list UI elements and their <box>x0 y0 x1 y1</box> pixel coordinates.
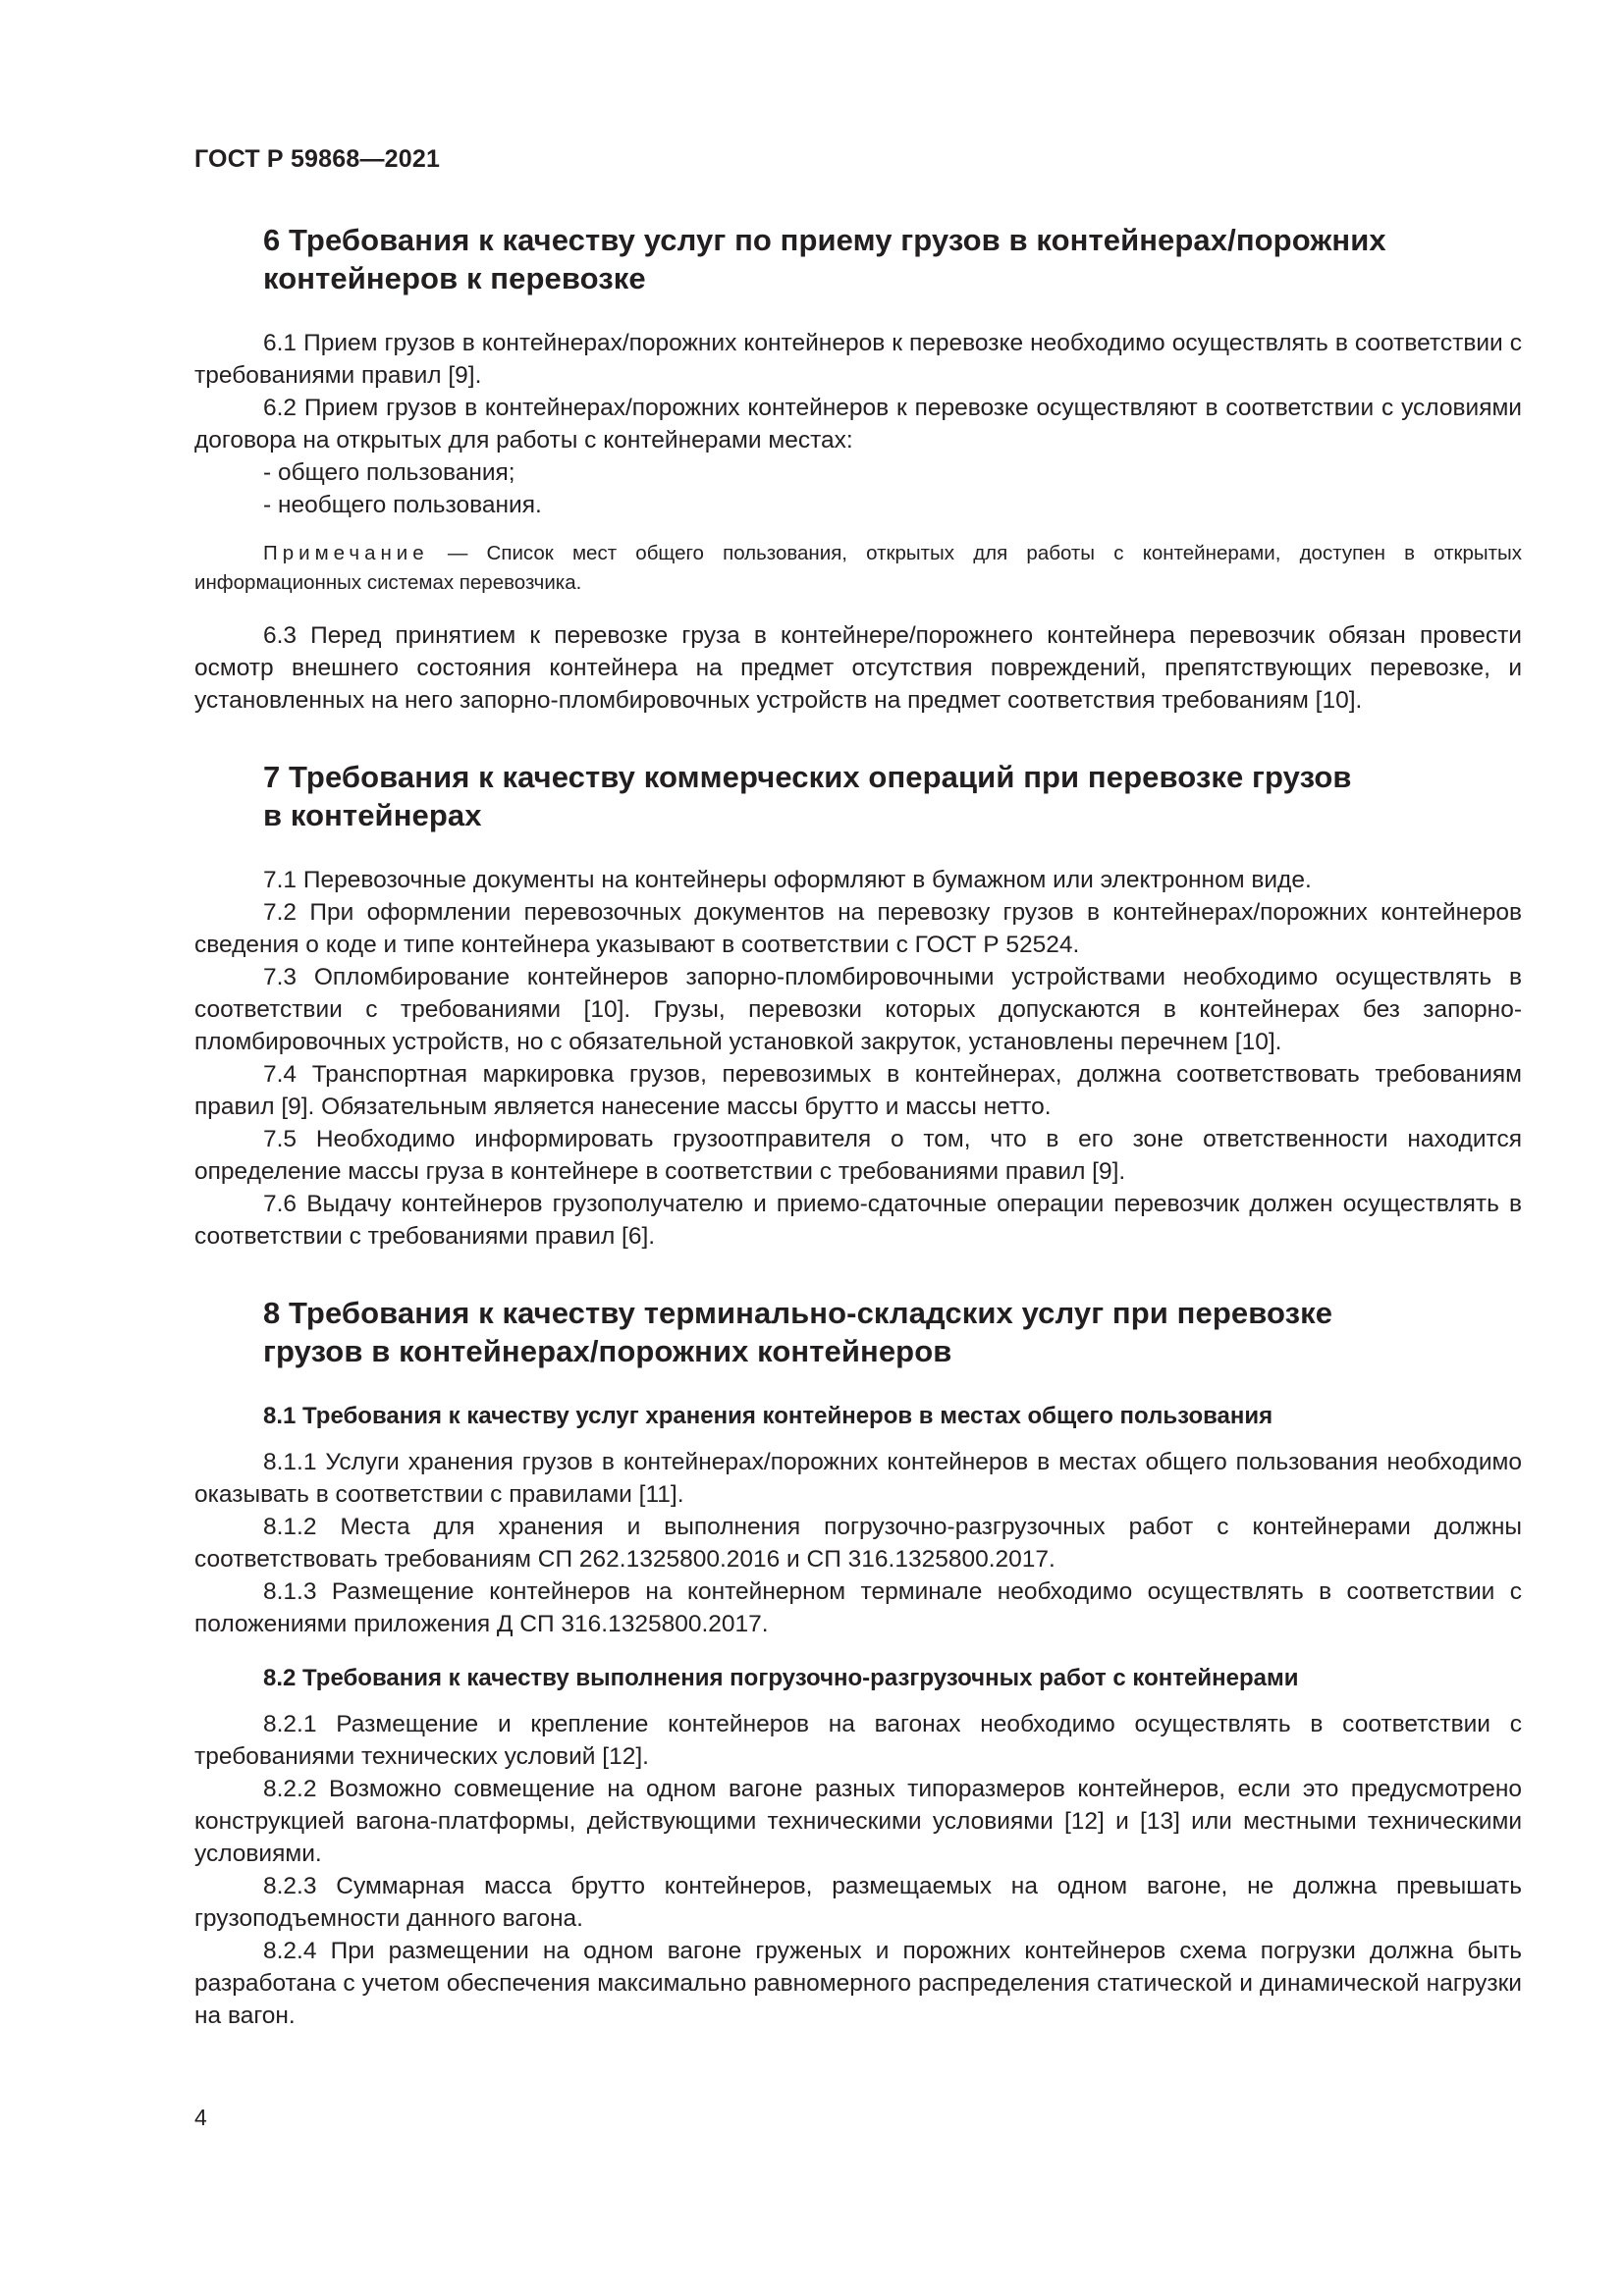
paragraph-8-2-4: 8.2.4 При размещении на одном вагоне груженых и порожних контейнеров схема погрузки должна быть разработана с учетом обеспечения максимально равномерного распределения статической и динамической нагрузки на вагон. <box>194 1938 1522 2029</box>
section-8-title-line1: 8 Требования к качеству терминально-складских услуг при перевозке <box>263 1296 1333 1330</box>
paragraph-7-2: 7.2 При оформлении перевозочных документов на перевозку грузов в контейнерах/порожних контейнеров сведения о коде и типе контейнера указывают в соответствии с ГОСТ Р 52524. <box>194 899 1522 958</box>
paragraph-8-1-2: 8.1.2 Места для хранения и выполнения погрузочно-разгрузочных работ с контейнерами должны соответствовать требованиям СП 262.1325800.2016 и СП 316.1325800.2017. <box>194 1514 1522 1573</box>
note-label: Примечание <box>263 542 429 564</box>
document-page <box>194 145 1522 2032</box>
paragraph-8-1-3: 8.1.3 Размещение контейнеров на контейнерном терминале необходимо осуществлять в соответствии с положениями приложения Д СП 316.1325800.2017. <box>194 1578 1522 1637</box>
paragraph-6-2: 6.2 Прием грузов в контейнерах/порожних контейнеров к перевозке осуществляют в соответствии с условиями договора на открытых для работы с контейнерами местах: <box>194 395 1522 454</box>
section-8-title-line2: грузов в контейнерах/порожних контейнеров <box>263 1334 952 1368</box>
section-6-title-line2: контейнеров к перевозке <box>263 261 646 295</box>
paragraph-7-4: 7.4 Транспортная маркировка грузов, перевозимых в контейнерах, должна соответствовать требованиям правил [9]. Обязательным является нанесение массы брутто и массы нетто. <box>194 1061 1522 1120</box>
page-number: 4 <box>194 2105 207 2130</box>
section-8-heading <box>263 1294 1522 1370</box>
subsection-8-2-heading: 8.2 Требования к качеству выполнения погрузочно-разгрузочных работ с контейнерами <box>263 1665 1299 1691</box>
note-text: — Список мест общего пользования, открытых для работы с контейнерами, доступен в открытых информационных системах перевозчика. <box>194 542 1522 594</box>
section-7-heading <box>263 758 1522 834</box>
list-item-public: - общего пользования; <box>263 459 515 486</box>
section-7-title-line2: в контейнерах <box>263 798 482 832</box>
note <box>194 539 1522 598</box>
section-7-title-line1: 7 Требования к качеству коммерческих операций при перевозке грузов <box>263 760 1352 794</box>
paragraph-7-5: 7.5 Необходимо информировать грузоотправителя о том, что в его зоне ответственности находится определение массы груза в контейнере в соответствии с требованиями правил [9]. <box>194 1126 1522 1185</box>
section-6-heading <box>263 221 1522 297</box>
paragraph-7-6: 7.6 Выдачу контейнеров грузополучателю и приемо-сдаточные операции перевозчик должен осуществлять в соответствии с требованиями правил [6]. <box>194 1191 1522 1250</box>
paragraph-7-3: 7.3 Опломбирование контейнеров запорно-пломбировочными устройствами необходимо осуществлять в соответствии с требованиями [10]. Грузы, перевозки которых допускаются в контейнерах без запорно-пломбировочных устройств, но с обязательной установкой закруток, установлены перечнем [10]. <box>194 964 1522 1055</box>
list-item-non-public: - необщего пользования. <box>263 492 542 518</box>
subsection-8-1-heading: 8.1 Требования к качеству услуг хранения контейнеров в местах общего пользования <box>263 1403 1273 1429</box>
section-6-title-line1: 6 Требования к качеству услуг по приему грузов в контейнерах/порожних <box>263 223 1386 257</box>
paragraph-8-1-1: 8.1.1 Услуги хранения грузов в контейнерах/порожних контейнеров в местах общего пользования необходимо оказывать в соответствии с правилами [11]. <box>194 1449 1522 1508</box>
paragraph-8-2-3: 8.2.3 Суммарная масса брутто контейнеров, размещаемых на одном вагоне, не должна превышать грузоподъемности данного вагона. <box>194 1873 1522 1932</box>
paragraph-8-2-2: 8.2.2 Возможно совмещение на одном вагоне разных типоразмеров контейнеров, если это предусмотрено конструкцией вагона-платформы, действующими техническими условиями [12] и [13] или местными техническими условиями. <box>194 1776 1522 1867</box>
paragraph-8-2-1: 8.2.1 Размещение и крепление контейнеров на вагонах необходимо осуществлять в соответствии с требованиями технических условий [12]. <box>194 1711 1522 1770</box>
paragraph-6-1: 6.1 Прием грузов в контейнерах/порожних контейнеров к перевозке необходимо осуществлять в соответствии с требованиями правил [9]. <box>194 330 1522 389</box>
paragraph-6-3: 6.3 Перед принятием к перевозке груза в контейнере/порожнего контейнера перевозчик обязан провести осмотр внешнего состояния контейнера на предмет отсутствия повреждений, препятствующих перевозке, и установленных на него запорно-пломбировочных устройств на предмет соответствия требованиям [10]. <box>194 622 1522 714</box>
paragraph-7-1: 7.1 Перевозочные документы на контейнеры оформляют в бумажном или электронном виде. <box>263 867 1312 893</box>
document-code: ГОСТ Р 59868—2021 <box>194 145 441 173</box>
